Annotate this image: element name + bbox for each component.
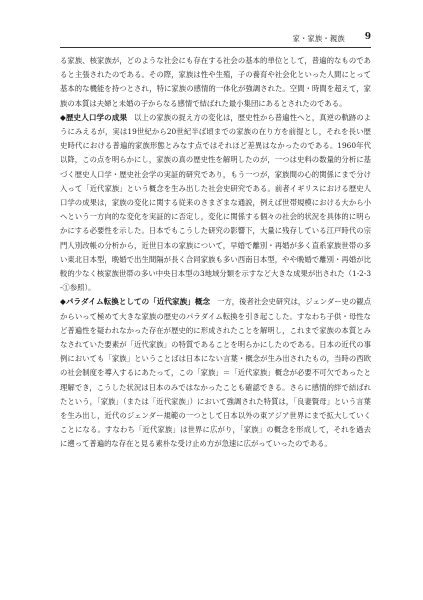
section-heading-historical-demography: ◆歴史人口学の成果 (60, 112, 128, 122)
body-text (60, 54, 371, 452)
page-header (60, 33, 371, 48)
section-text-paradigm-shift: 一方，後者社会史研究は，ジェンダー史の観点からいって極めて大きな家族の歴史のパラダイム転換を引き起こした。すなわち子供・母性など普遍性を疑われなかった存在が歴史的に形成されたことを解明し，これまで家族の本質とみなされていた要素が「近代家族」の特質であることを明らかにしたのである。日本の近代の事例においても「家族」ということばは日本にない言葉・概念が生み出されたもの，当時の西欧の社会制度を導入するにあたって，この「家族」＝「近代家族」概念が必要不可欠であったと理解でき，こうした状況は日本のみではなかったことも確認できる。さらに感情的絆で結ばれたという，「家族」（または「近代家族」）において強調された特質は，「良妻賢母」という言葉を生み出し，近代のジェンダー規範の一つとして日本以外の東アジア世界にまで拡大していくことになる。すなわち「近代家族」は世界に広がり，「家族」の概念を形成して，それを過去に遡って普遍的な存在と見る素朴な受け止め方が急速に広がっていったのである。 (60, 297, 371, 449)
paragraph-1: る家族、核家族が，どのような社会にも存在する社会の基本的単位として，普遍的なものであると主張されたのである。その際，家族は性や生殖，子の養育や社会化といった人間にとって基本的な機能を持つとされ，特に家族の感情的一体化が強調された。空間・時間を超えて，家族の本質は夫婦と未婚の子からなる感情で結ばれた最小集団にあるとされたのである。 (60, 56, 371, 108)
section-paradigm-shift (60, 295, 371, 451)
section-heading-paradigm-shift: ◆パラダイム転換としての「近代家族」概念 (60, 297, 211, 307)
running-title: 家・家族・親族 (292, 34, 345, 43)
page-number: 9 (364, 32, 371, 42)
section-historical-demography (60, 111, 371, 296)
section-text-historical-demography: 以上の家族の捉え方の変化は，歴史性から普遍性へと，真逆の軌跡のようにみえるが，実は19世紀から20世紀半ば頃までの家族の在り方を前提とし，それを長い歴史時代における普遍的家族形態とみなす点ではそれほど差異はなかったのである。1960年代以降，この点を明らかにし，家族の真の歴史性を解明したのが，一つは史料の数量的分析に基づく歴史人口学・歴史社会学の実証的研究であり，もう一つが，家族間の心的関係にまで分け入って「近代家族」という概念を生み出した社会史研究である。前者イギリスにおける歴史人口学の成果は，家族の変化に関する従来のさまざまな通説，例えば世帯規模における大から小へという一方向的な変化を実証的に否定し，変化に関係する個々の社会的状況を具体的に明らかにする必要性を示した。日本でもこうした研究の影響下，大量に残存している江戸時代の宗門人別改帳の分析から，近世日本の家族について，早婚で離別・再婚が多く直系家族世帯の多い東北日本型，晩婚で出生間隔が長く合同家族も多い西南日本型，やや晩婚で離別・再婚が比較的少なく核家族世帯の多い中央日本型の3地域分類を示すなど大きな成果が出された（1-2-3-①参照）。 (60, 112, 371, 293)
